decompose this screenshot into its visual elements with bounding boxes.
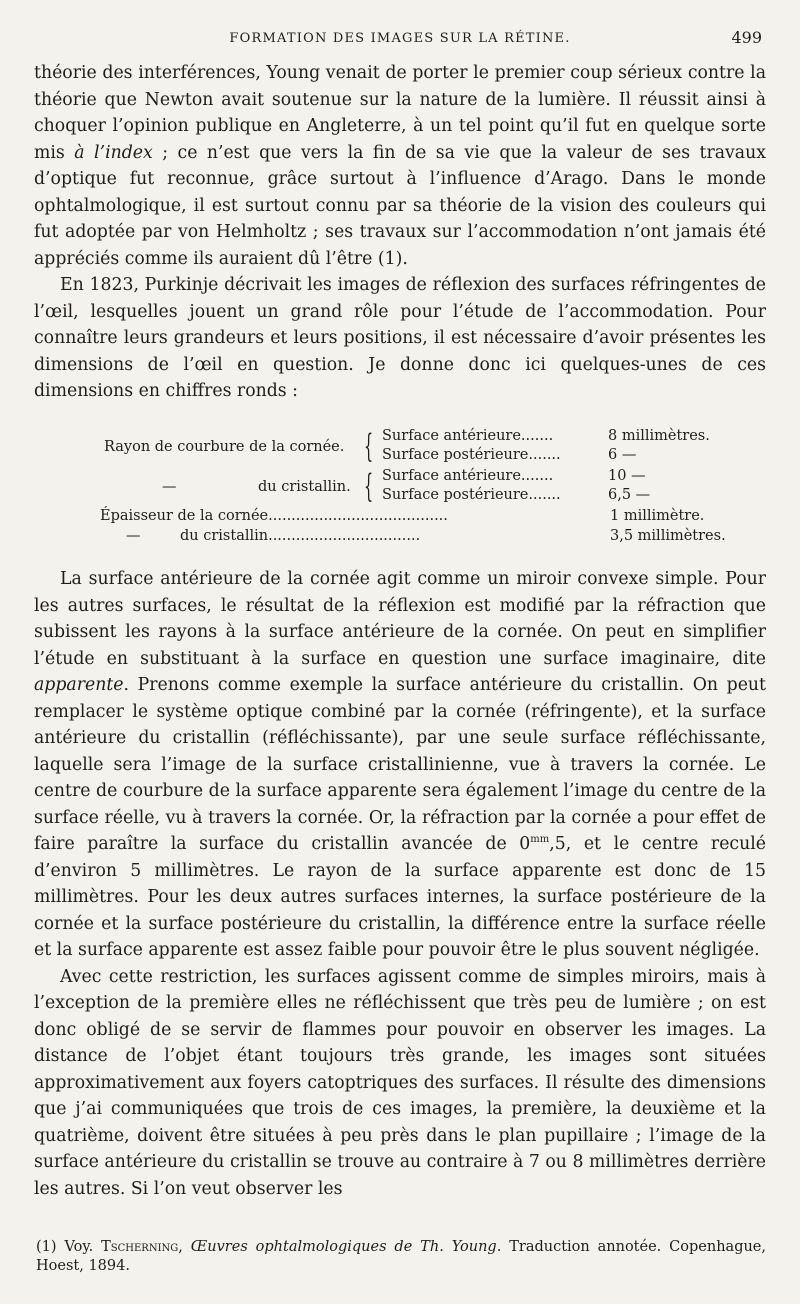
text-block-top (34, 60, 766, 405)
footnote-text-3: . Traduction annotée. Copenhague, Hoest, 1894. (36, 1239, 766, 1274)
lens-thickness-row (100, 528, 740, 548)
lens-thickness-dash: — (126, 528, 141, 544)
page-header (36, 28, 764, 50)
cornea-brace: { (364, 427, 374, 465)
text-block-bottom (34, 566, 766, 1202)
paragraph-purkinje: En 1823, Purkinje décrivait les images de réflexion des surfaces réfringentes de l’œil, lesquelles jouent un grand rôle pour l’étude de l’accommodation. Pour connaître leurs grandeurs et leurs positions, il est nécessaire d’avoir présentes les dimensions de l’œil en question. Je donne donc ici quelques-unes de ces dimensions en chiffres ronds : (34, 275, 766, 401)
footnote-text-1: Voy. (56, 1239, 102, 1255)
lens-anterior-label: Surface antérieure....... (382, 468, 554, 484)
footnote (36, 1238, 766, 1276)
cornea-anterior-row (382, 428, 710, 447)
cornea-thickness-label: Épaisseur de la cornée....................................... (100, 508, 448, 524)
cornea-thickness-value: 1 millimètre. (610, 508, 705, 524)
millimetre-superscript: mm (530, 834, 550, 846)
eye-dimensions-table (100, 428, 740, 548)
lens-curvature-dash: — (162, 479, 177, 495)
footnote-marker: (1) (36, 1239, 57, 1255)
cornea-anterior-label: Surface antérieure....... (382, 428, 554, 444)
footnote-author: Tscherning (101, 1239, 179, 1255)
paragraph-apparent-text-1: La surface antérieure de la cornée agit comme un miroir convexe simple. Pour les autres surfaces, le résultat de la réflexion est modifié par la réfraction que subissent les rayons à la surface antérieure de la cornée. On peut en simplifier l’étude en substituant à la surface en question une surface imaginaire, dite (34, 569, 766, 669)
running-head: FORMATION DES IMAGES SUR LA RÉTINE. (229, 31, 571, 46)
paragraph-apparent-text-2: . Prenons comme exemple la surface antérieure du cristallin. On peut remplacer le système optique combiné par la cornée (réfringente), et la surface antérieure du cristallin (réfléchissante), par une seule surface réfléchissante, laquelle sera l’image de la surface cristallinienne, vue à travers la cornée. Le centre de courbure de la surface apparente sera également l’image du centre de la surface réelle, vu à travers la cornée. Or, la réfraction par la cornée a pour effet de faire paraître la surface du cristallin avancée de 0 (34, 675, 766, 854)
paragraph-apparent-italic: apparente (34, 675, 124, 695)
lens-curvature-label: du cristallin. (258, 479, 351, 495)
paragraph-apparent-text-3: ,5, et le centre reculé d’environ 5 millimètres. Le rayon de la surface apparente est donc de 15 millimètres. Pour les deux autres surfaces internes, la surface postérieure de la cornée et la surface postérieure du cristallin, la différence entre la surface réelle et la surface apparente est assez faible pour pouvoir être le plus souvent négligée. (34, 834, 766, 960)
lens-posterior-label: Surface postérieure....... (382, 487, 561, 503)
lens-anterior-row (382, 468, 646, 487)
cornea-posterior-row (382, 447, 637, 466)
cornea-anterior-value: 8 millimètres. (608, 428, 710, 444)
lens-curvature-group (100, 468, 740, 508)
paragraph-young (34, 60, 766, 272)
paragraph-young-text-1: théorie des interférences, Young venait de porter le premier coup sérieux contre la théorie que Newton avait soutenue sur la nature de la lumière. Il réussit ainsi à choquer l’opinion publique en Angleterre, à un tel point qu’il fut en quelque sorte mis (34, 63, 766, 163)
footnote-title: Œuvres ophtalmologiques de Th. Young (190, 1239, 497, 1255)
cornea-curvature-group (100, 428, 740, 468)
lens-thickness-label: du cristallin................................. (180, 528, 421, 544)
paragraph-mirrors: Avec cette restriction, les surfaces agissent comme de simples miroirs, mais à l’exception de la première elles ne réfléchissent que très peu de lumière ; on est donc obligé de se servir de flammes pour pouvoir en observer les images. La distance de l’objet étant toujours très grande, les images sont situées approximativement aux foyers catoptriques des surfaces. Il résulte des dimensions que j’ai communiquées que trois de ces images, la première, la deuxième et la quatrième, doivent être situées à peu près dans le plan pupillaire ; l’image de la surface antérieure du cristallin se trouve au contraire à 7 ou 8 millimètres derrière les autres. Si l’on veut observer les (34, 966, 766, 1199)
footnote-text-2: , (178, 1239, 191, 1255)
cornea-curvature-label: Rayon de courbure de la cornée. (104, 439, 345, 455)
lens-posterior-row (382, 487, 651, 506)
lens-brace: { (364, 467, 374, 505)
lens-anterior-value: 10 — (608, 468, 646, 484)
paragraph-young-text-2: ; ce n’est que vers la fin de sa vie que la valeur de ses travaux d’optique fut reconnue, grâce surtout à l’influence d’Arago. Dans le monde ophtalmologique, il est surtout connu par sa théorie de la vision des couleurs qui fut adoptée par von Helmholtz ; ses travaux sur l’accommodation n’ont jamais été appréciés comme ils auraient dû l’être (1). (34, 142, 766, 269)
cornea-posterior-label: Surface postérieure....... (382, 447, 561, 463)
cornea-posterior-value: 6 — (608, 447, 637, 463)
cornea-thickness-row (100, 508, 740, 528)
lens-posterior-value: 6,5 — (608, 487, 651, 503)
page-number: 499 (731, 28, 762, 47)
paragraph-apparent-surface (34, 566, 766, 964)
lens-thickness-value: 3,5 millimètres. (610, 528, 726, 544)
paragraph-young-italic: à l’index (74, 142, 153, 163)
